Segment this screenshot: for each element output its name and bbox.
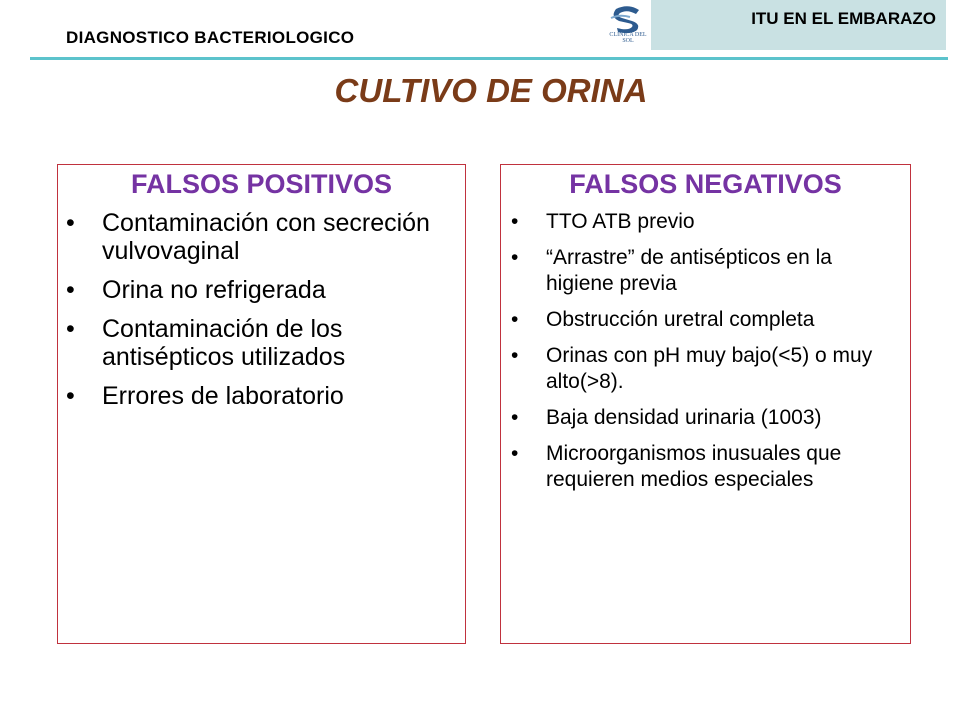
section-title: DIAGNOSTICO BACTERIOLOGICO: [66, 28, 355, 47]
false-positives-panel: [57, 164, 466, 644]
list-item: • Orina no refrigerada: [66, 276, 451, 304]
page-title: CULTIVO DE ORINA: [334, 72, 648, 109]
header-divider: [30, 57, 948, 60]
list-item: • Errores de laboratorio: [66, 382, 451, 410]
false-negatives-panel: [500, 164, 911, 644]
list-item: • Obstrucción uretral completa: [511, 307, 896, 333]
false-negatives-list: [511, 209, 896, 503]
list-item: • Baja densidad urinaria (1003): [511, 405, 896, 431]
topic-badge-label: ITU EN EL EMBARAZO: [751, 9, 936, 28]
false-positives-heading: FALSOS POSITIVOS: [130, 169, 393, 199]
clinic-logo-icon: [606, 4, 650, 34]
list-item: • Contaminación de los antisépticos utilizados: [66, 315, 451, 371]
clinic-logo-text: CLINICA DEL SOL: [609, 32, 647, 44]
topic-badge: [651, 0, 946, 50]
list-item: • Microorganismos inusuales que requieren medios especiales: [511, 441, 896, 493]
list-item: • TTO ATB previo: [511, 209, 896, 235]
false-negatives-heading: FALSOS NEGATIVOS: [569, 169, 842, 199]
list-item: • Contaminación con secreción vulvovaginal: [66, 209, 451, 265]
false-positives-list: [66, 209, 451, 421]
list-item: • “Arrastre” de antisépticos en la higiene previa: [511, 245, 896, 297]
list-item: • Orinas con pH muy bajo(<5) o muy alto(>8).: [511, 343, 896, 395]
clinic-logo: [606, 4, 650, 52]
